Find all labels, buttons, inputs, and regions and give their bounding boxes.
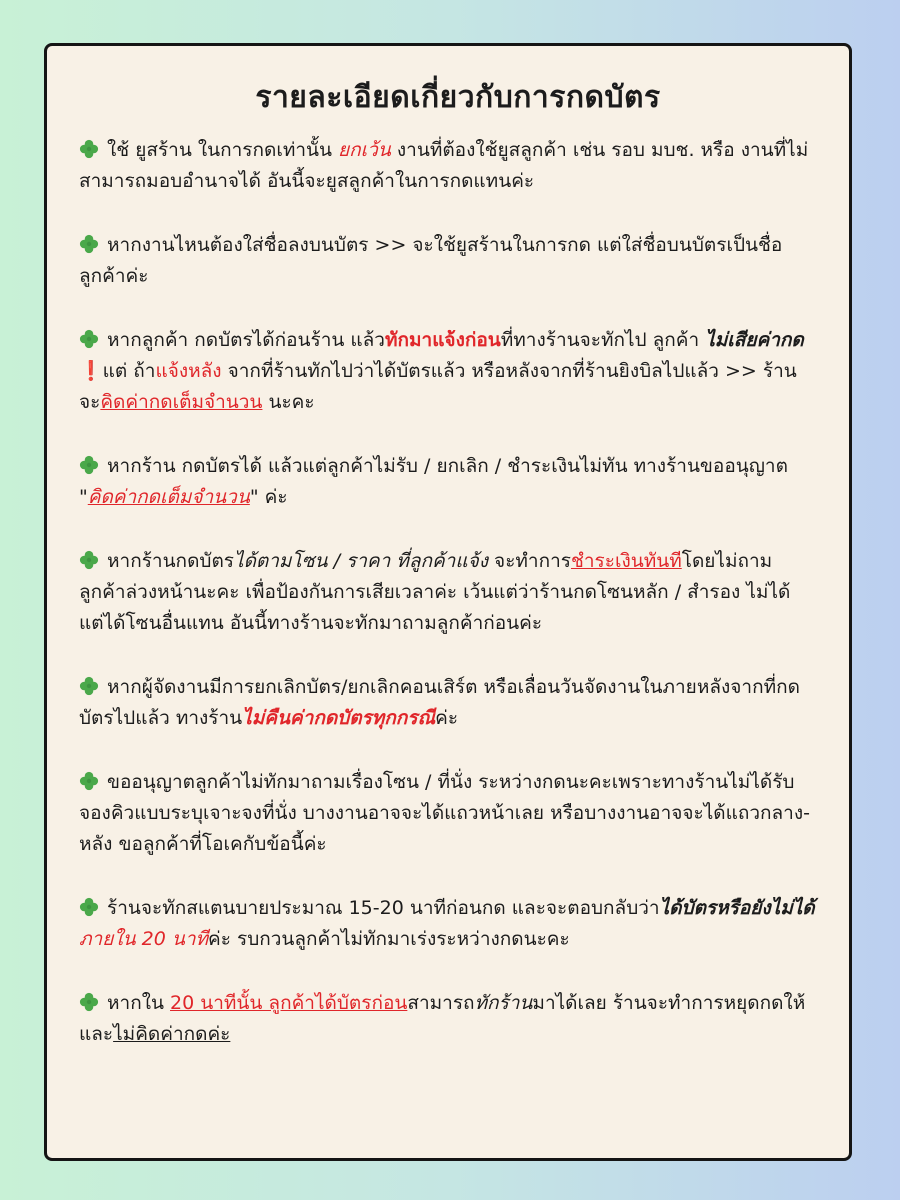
item-text: ค่ะ รบกวนลูกค้าไม่ทักมาเร่งระหว่างกดนะคะ — [208, 928, 570, 950]
list-item — [79, 135, 817, 197]
item-text: ค่ะ — [435, 707, 459, 729]
clover-icon — [79, 550, 99, 570]
clover-icon — [79, 897, 99, 917]
item-text-highlight: ชำระเงินทันที — [570, 550, 682, 572]
item-text: หากร้านกดบัตร — [107, 550, 235, 572]
item-text-highlight: ภายใน 20 นาที — [79, 928, 209, 950]
exclamation-icon: ❗ — [79, 360, 103, 382]
item-text: ขออนุญาตลูกค้าไม่ทักมาถามเรื่องโซน / ที่นั่ง ระหว่างกดนะคะเพราะทางร้านไม่ได้รับจองคิวแบบระบุเจาะจงที่นั่ง บางงานอาจจะได้แถวหน้าเลย หรือบางงานอาจจะได้แถวกลาง-หลัง ขอลูกค้าที่โอเคกับข้อนี้ค่ะ — [79, 771, 810, 855]
item-text: หากร้าน กดบัตรได้ แล้วแต่ลูกค้าไม่รับ / ยกเลิก / ชำระเงินไม่ทัน ทางร้านขออนุญาต " — [79, 455, 788, 508]
item-text-highlight: ทักมาแจ้งก่อน — [384, 329, 501, 351]
item-text: นะคะ — [262, 391, 315, 413]
item-text: โดยไม่ถามลูกค้าล่วงหน้านะคะ เพื่อป้องกันการเสียเวลาค่ะ เว้นแต่ว่าร้านกดโซนหลัก / สำรอง ไม่ได้ แต่ได้โซนอื่นแทน อันนี้ทางร้านจะทักมาถามลูกค้าก่อนค่ะ — [79, 550, 791, 634]
item-text: " ค่ะ — [249, 486, 288, 508]
page-title: รายละเอียดเกี่ยวกับการกดบัตร — [255, 80, 661, 115]
item-text: จากที่ร้านทักไปว่าได้บัตรแล้ว หรือหลังจากที่ร้านยิงบิลไปแล้ว >> ร้านจะ — [79, 360, 797, 413]
list-item — [79, 893, 817, 955]
item-text-highlight: คิดค่ากดเต็มจำนวน — [87, 486, 250, 508]
item-text: หากใน — [107, 992, 171, 1014]
list-item — [79, 325, 817, 418]
item-text: สามารถ — [407, 992, 475, 1014]
item-text-emphasis: ทักร้าน — [474, 992, 533, 1014]
item-text: ที่ทางร้านจะทักไป ลูกค้า — [500, 329, 706, 351]
item-text-highlight: คิดค่ากดเต็มจำนวน — [100, 391, 263, 413]
rules-list — [47, 135, 849, 1050]
rules-card — [44, 43, 852, 1161]
clover-icon — [79, 139, 99, 159]
list-item — [79, 451, 817, 513]
clover-icon — [79, 234, 99, 254]
item-text: หากลูกค้า กดบัตรได้ก่อนร้าน แล้ว — [107, 329, 385, 351]
list-item — [79, 546, 817, 639]
item-text-highlight: แจ้งหลัง — [155, 360, 222, 382]
list-item — [79, 988, 817, 1050]
item-text: ร้านจะทักสแตนบายประมาณ 15-20 นาทีก่อนกด และจะตอบกลับว่า — [107, 897, 660, 919]
item-text-emphasis: ไม่เสียค่ากด — [705, 329, 804, 351]
item-text-highlight: ไม่คืนค่ากดบัตรทุกกรณี — [242, 707, 436, 729]
item-text: หากงานไหนต้องใส่ชื่อลงบนบัตร >> จะใช้ยูสร้านในการกด แต่ใส่ชื่อบนบัตรเป็นชื่อลูกค้าค่ะ — [79, 234, 783, 287]
item-text: มาได้เลย ร้านจะทำการหยุดกดให้ และ — [79, 992, 806, 1045]
item-text-emphasis: ได้บัตรหรือยังไม่ได้ — [659, 897, 815, 919]
item-text-highlight: 20 นาทีนั้น ลูกค้าได้บัตรก่อน — [170, 992, 408, 1014]
item-text: หากผู้จัดงานมีการยกเลิกบัตร/ยกเลิกคอนเสิร์ต หรือเลื่อนวันจัดงานในภายหลังจากที่กดบัตรไปแล้ว ทางร้าน — [79, 676, 800, 729]
item-text: งานที่ต้องใช้ยูสลูกค้า เช่น รอบ มบช. หรือ งานที่ไม่สามารถมอบอำนาจได้ อันนี้จะยูสลูกค้าในการกดแทนค่ะ — [79, 139, 809, 192]
list-item — [79, 672, 817, 734]
clover-icon — [79, 992, 99, 1012]
item-text-emphasis: ไม่คิดค่ากดค่ะ — [113, 1023, 231, 1045]
list-item — [79, 767, 817, 860]
clover-icon — [79, 771, 99, 791]
item-text-highlight: ยกเว้น — [338, 139, 391, 161]
item-text: จะทำการ — [488, 550, 571, 572]
clover-icon — [79, 329, 99, 349]
list-item — [79, 230, 817, 292]
clover-icon — [79, 455, 99, 475]
clover-icon — [79, 676, 99, 696]
item-text-emphasis: ได้ตามโซน / ราคา ที่ลูกค้าแจ้ง — [234, 550, 489, 572]
item-text: แต่ ถ้า — [102, 360, 156, 382]
item-text: ใช้ ยูสร้าน ในการกดเท่านั้น — [107, 139, 339, 161]
